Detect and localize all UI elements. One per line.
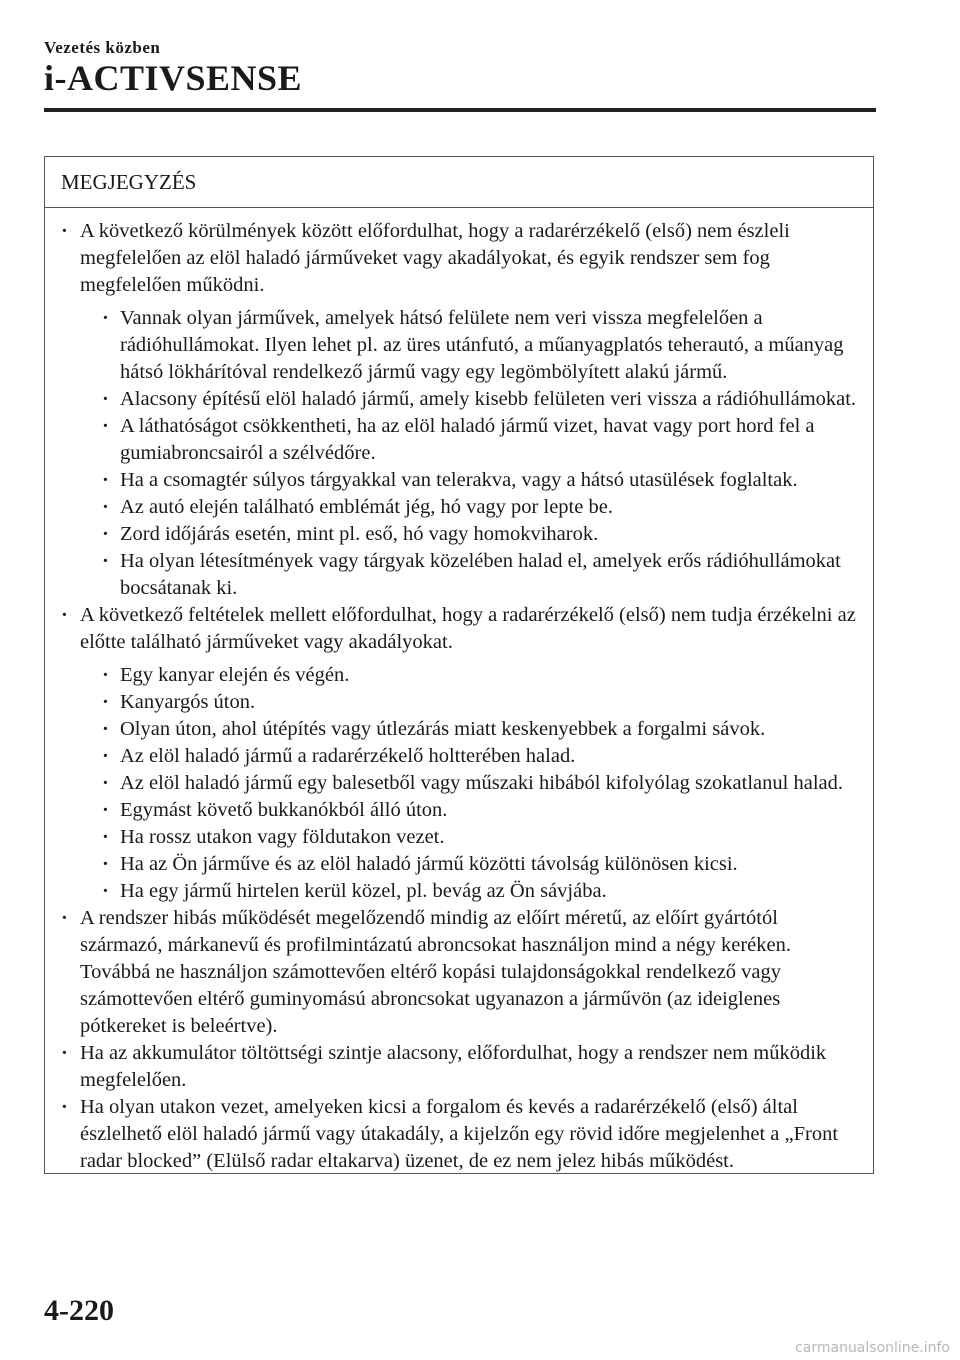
note-list: [61, 218, 857, 1175]
note-box: [44, 156, 874, 1174]
note-item: [61, 1040, 857, 1094]
note-subitem: · Ha az Ön járműve és az elöl haladó jármű közötti távolság különösen kicsi.: [80, 851, 857, 878]
note-sublist: [80, 305, 857, 602]
note-item: [61, 905, 857, 1040]
note-subitem: · Egymást követő bukkanókból álló úton.: [80, 797, 857, 824]
chapter-title: i-ACTIVSENSE: [44, 58, 303, 98]
watermark: carmanualsonline.info: [795, 1340, 950, 1356]
note-item-text: A következő feltételek mellett előfordulhat, hogy a radarérzékelő (első) nem tudja érzékelni az előtte található járműveket vagy akadályokat.: [80, 604, 856, 653]
note-item-text: Ha olyan utakon vezet, amelyeken kicsi a forgalom és kevés a radarérzékelő (első) által észlelhető elöl haladó jármű vagy útakadály, a kijelzőn egy rövid időre megjelenhet a „Front radar blocked” (Elülső radar eltakarva) üzenet, de ez nem jelez hibás működést.: [80, 1096, 839, 1172]
note-subitem: · Az elöl haladó jármű a radarérzékelő holtterében halad.: [80, 743, 857, 770]
note-subitem: · Ha egy jármű hirtelen kerül közel, pl. bevág az Ön sávjába.: [80, 878, 857, 905]
note-subitem: · Egy kanyar elején és végén.: [80, 662, 857, 689]
note-subitem: · Ha olyan létesítmények vagy tárgyak közelében halad el, amelyek erős rádióhullámokat bocsátanak ki.: [80, 548, 857, 602]
note-sublist: [80, 662, 857, 905]
note-subitem: · Az elöl haladó jármű egy balesetből vagy műszaki hibából kifolyólag szokatlanul halad.: [80, 770, 857, 797]
note-subitem: · Alacsony építésű elöl haladó jármű, amely kisebb felületen veri vissza a rádióhullámokat.: [80, 386, 857, 413]
section-label: Vezetés közben: [44, 38, 161, 57]
note-item-text: A rendszer hibás működését megelőzendő mindig az előírt méretű, az előírt gyártótól származó, márkanevű és profilmintázatú abroncsokat használjon mind a négy keréken. Továbbá ne használjon számottevően eltérő kopási tulajdonságokkal rendelkező vagy számottevően eltérő guminyomású abroncsokat ugyanazon a járművön (az ideiglenes pótkereket is beleértve).: [80, 907, 791, 1037]
note-item: [61, 1094, 857, 1175]
note-subitem: · Olyan úton, ahol útépítés vagy útlezárás miatt keskenyebbek a forgalmi sávok.: [80, 716, 857, 743]
note-subitem: · Zord időjárás esetén, mint pl. eső, hó vagy homokviharok.: [80, 521, 857, 548]
note-subitem: · Vannak olyan járművek, amelyek hátsó felülete nem veri vissza megfelelően a rádióhullámokat. Ilyen lehet pl. az üres utánfutó, a műanyagplatós teherautó, a műanyag hátsó lökhárítóval rendelkező jármű vagy egy legömbölyített alakú jármű.: [80, 305, 857, 386]
note-item: [61, 602, 857, 905]
note-item-text: A következő körülmények között előfordulhat, hogy a radarérzékelő (első) nem észleli megfelelően az elöl haladó járműveket vagy akadályokat, és egyik rendszer sem fog megfelelően működni.: [80, 220, 790, 296]
note-title: MEGJEGYZÉS: [45, 157, 873, 208]
note-subitem: · Ha a csomagtér súlyos tárgyakkal van telerakva, vagy a hátsó utasülések foglaltak.: [80, 467, 857, 494]
page-number: 4-220: [44, 1294, 114, 1327]
note-subitem: · Ha rossz utakon vagy földutakon vezet.: [80, 824, 857, 851]
note-item: [61, 218, 857, 602]
note-subitem: · Kanyargós úton.: [80, 689, 857, 716]
note-item-text: Ha az akkumulátor töltöttségi szintje alacsony, előfordulhat, hogy a rendszer nem működik megfelelően.: [80, 1042, 827, 1091]
note-subitem: · A láthatóságot csökkentheti, ha az elöl haladó jármű vizet, havat vagy port hord fel a gumiabroncsairól a szélvédőre.: [80, 413, 857, 467]
note-subitem: · Az autó elején található emblémát jég, hó vagy por lepte be.: [80, 494, 857, 521]
note-body: [45, 208, 873, 1175]
header-divider: [44, 108, 876, 112]
